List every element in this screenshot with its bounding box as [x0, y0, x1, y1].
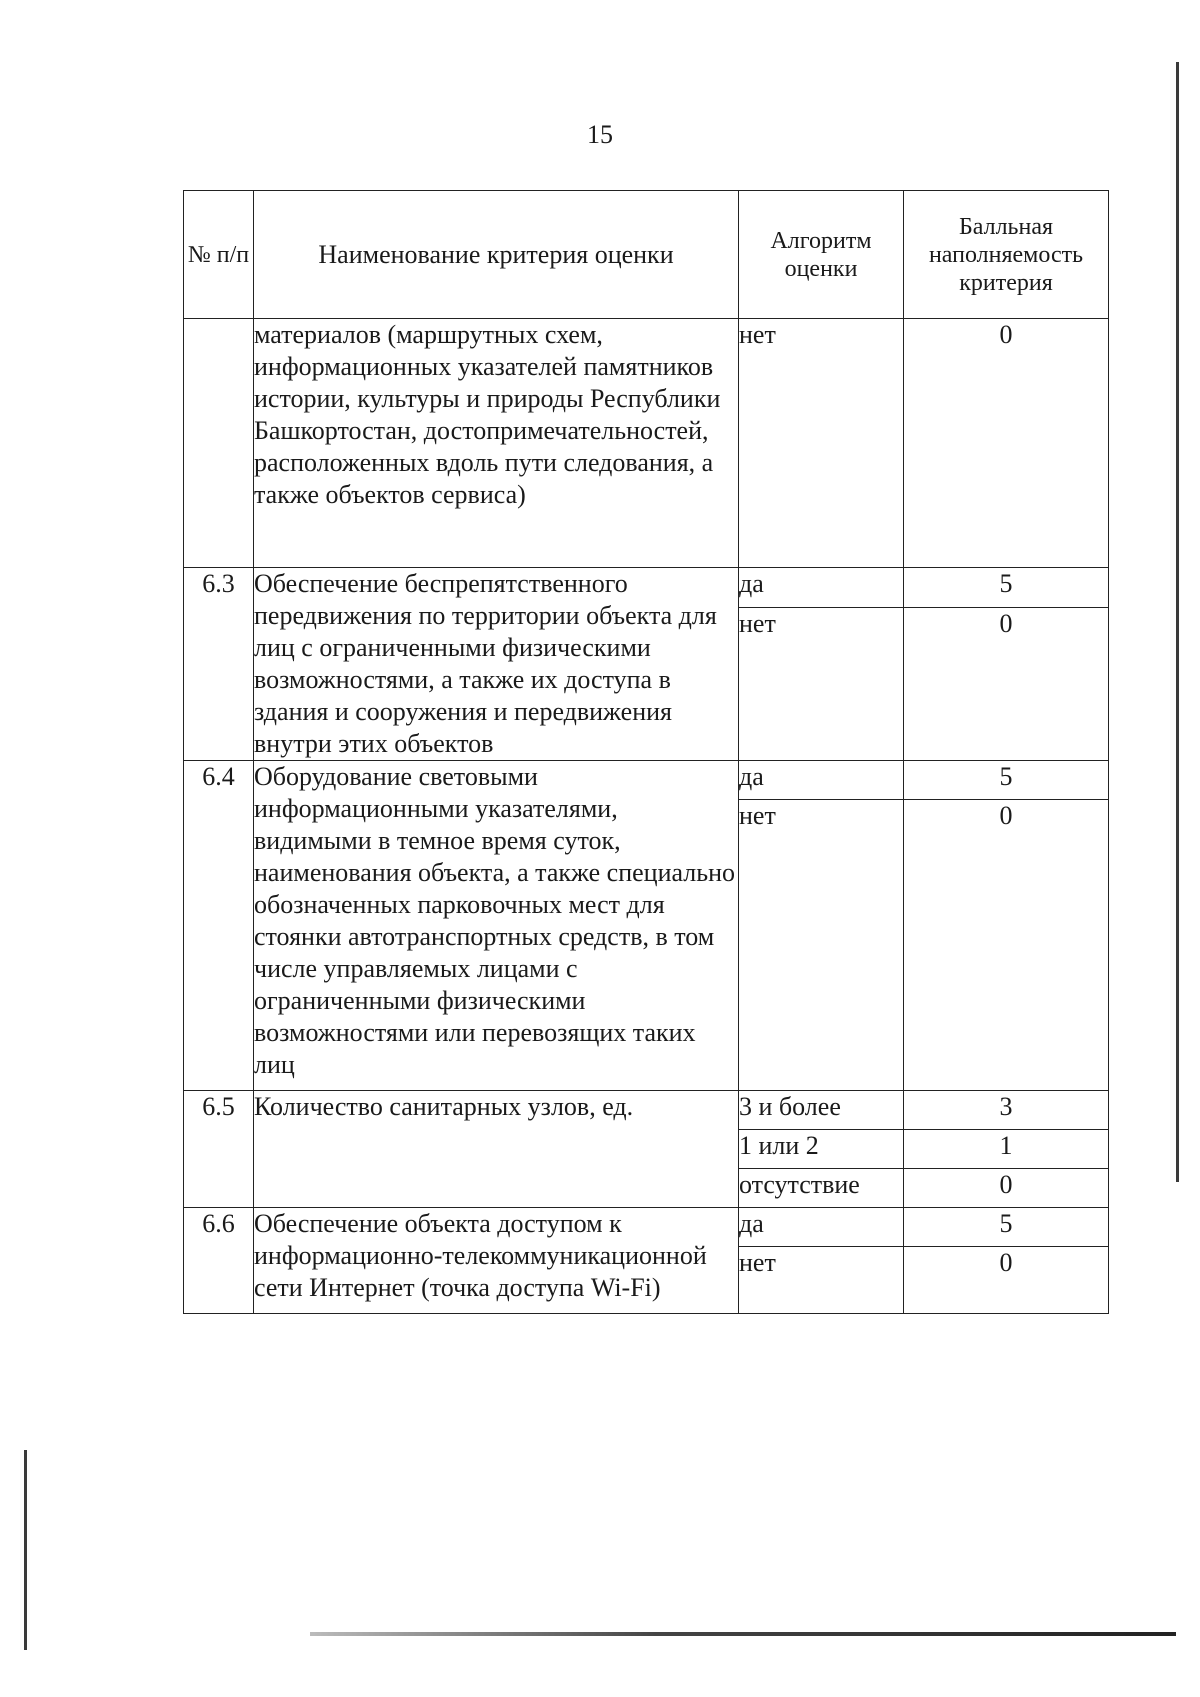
row-number: 6.5 — [184, 1091, 254, 1208]
page-number: 15 — [587, 120, 613, 149]
criterion-name: Обеспечение объекта доступом к информационно-телекоммуникационной сети Интернет (точка доступа Wi-Fi) — [254, 1208, 739, 1314]
scan-edge-line — [310, 1632, 1176, 1636]
table-row — [184, 1091, 1109, 1130]
criterion-name: материалов (маршрутных схем, информационных указателей памятников истории, культуры и природы Республики Башкортостан, достопримечательностей, расположенных вдоль пути следования, а также объектов сервиса) — [254, 319, 739, 568]
table-row — [184, 761, 1109, 800]
score-cell: 0 — [904, 608, 1109, 761]
header-score: Балльная наполняемость критерия — [904, 191, 1109, 319]
criterion-name: Оборудование световыми информационными указателями, видимыми в темное время суток, наименования объекта, а также специально обозначенных парковочных мест для стоянки автотранспортных средств, в том числе управляемых лицами с ограниченными физическими возможностями или перевозящих таких лиц — [254, 761, 739, 1091]
algorithm-cell: отсутствие — [739, 1169, 904, 1208]
algorithm-cell: 3 и более — [739, 1091, 904, 1130]
row-number: 6.6 — [184, 1208, 254, 1314]
algorithm-cell: да — [739, 761, 904, 800]
score-cell: 0 — [904, 1247, 1109, 1314]
criterion-name: Количество санитарных узлов, ед. — [254, 1091, 739, 1208]
score-cell: 0 — [904, 800, 1109, 1091]
algorithm-cell: нет — [739, 319, 904, 568]
header-name: Наименование критерия оценки — [254, 191, 739, 319]
scan-edge-line — [24, 1450, 27, 1650]
criteria-table — [183, 190, 1109, 1314]
algorithm-cell: нет — [739, 608, 904, 761]
score-cell: 5 — [904, 1208, 1109, 1247]
algorithm-cell: нет — [739, 800, 904, 1091]
table-row — [184, 568, 1109, 608]
score-cell: 5 — [904, 568, 1109, 608]
row-number: 6.3 — [184, 568, 254, 761]
score-cell: 3 — [904, 1091, 1109, 1130]
algorithm-cell: 1 или 2 — [739, 1130, 904, 1169]
table-row — [184, 1208, 1109, 1247]
table-row — [184, 319, 1109, 568]
algorithm-cell: да — [739, 568, 904, 608]
criterion-name: Обеспечение беспрепятственного передвижения по территории объекта для лиц с ограниченными физическими возможностями, а также их доступа в здания и сооружения и передвижения внутри этих объектов — [254, 568, 739, 761]
score-cell: 0 — [904, 1169, 1109, 1208]
score-cell: 1 — [904, 1130, 1109, 1169]
algorithm-cell: нет — [739, 1247, 904, 1314]
row-number: 6.4 — [184, 761, 254, 1091]
algorithm-cell: да — [739, 1208, 904, 1247]
header-num: № п/п — [184, 191, 254, 319]
header-algorithm: Алгоритм оценки — [739, 191, 904, 319]
scan-edge-line — [1176, 62, 1179, 1182]
score-cell: 5 — [904, 761, 1109, 800]
row-number — [184, 319, 254, 568]
score-cell: 0 — [904, 319, 1109, 568]
table-header-row — [184, 191, 1109, 319]
